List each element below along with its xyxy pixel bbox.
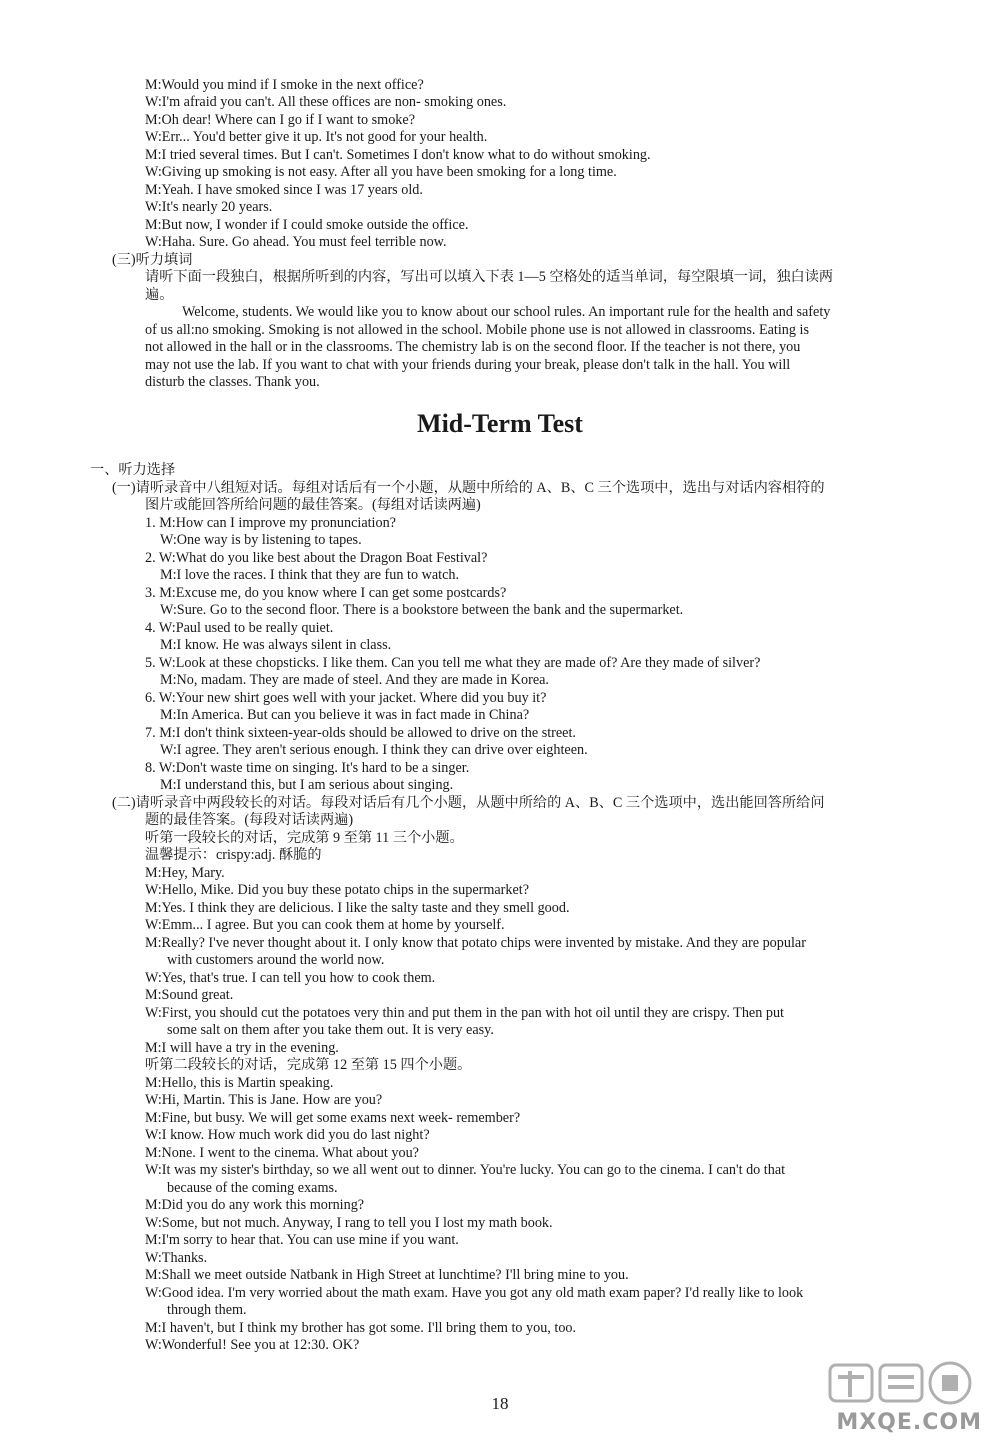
question-line: 5. W:Look at these chopsticks. I like them. Can you tell me what they are made of? Are they made of silver? — [145, 655, 761, 671]
question-line: 4. W:Paul used to be really quiet. — [145, 620, 334, 636]
answer-line: W:Sure. Go to the second floor. There is a bookstore between the bank and the supermarket. — [160, 602, 684, 618]
dialogue-line: M:Fine, but busy. We will get some exams next week- remember? — [145, 1110, 521, 1126]
dialogue-line: M:I'm sorry to hear that. You can use mine if you want. — [145, 1232, 459, 1248]
dialogue-line: M:Sound great. — [145, 987, 234, 1003]
question-line: 8. W:Don't waste time on singing. It's hard to be a singer. — [145, 760, 470, 776]
dialogue-line: M:I tried several times. But I can't. Sometimes I don't know what to do without smoking. — [145, 147, 651, 163]
monologue-line: not allowed in the hall or in the classrooms. The chemistry lab is on the second floor. If the teacher is not there, you — [145, 339, 801, 355]
instruction-line: (一)请听录音中八组短对话。每组对话后有一个小题，从题中所给的 A、B、C 三个选项中，选出与对话内容相符的 — [112, 480, 825, 496]
dialogue-line: M:Yeah. I have smoked since I was 17 years old. — [145, 182, 423, 198]
instruction-line: 请听下面一段独白，根据所听到的内容，写出可以填入下表 1—5 空格处的适当单词，每空限填一词，独白读两 — [145, 269, 834, 285]
dialogue-line: W:Emm... I agree. But you can cook them at home by yourself. — [145, 917, 505, 933]
answer-line: M:No, madam. They are made of steel. And they are made in Korea. — [160, 672, 549, 688]
dialogue-line: W:It was my sister's birthday, so we all went out to dinner. You're lucky. You can go to the cinema. I can't do that — [145, 1162, 786, 1178]
question-line: 3. M:Excuse me, do you know where I can get some postcards? — [145, 585, 507, 601]
instruction-line: (二)请听录音中两段较长的对话。每段对话后有几个小题，从题中所给的 A、B、C 三个选项中，选出能回答所给问 — [112, 795, 825, 811]
dialogue-line: M:Would you mind if I smoke in the next office? — [145, 77, 424, 93]
dialogue-line: M:But now, I wonder if I could smoke outside the office. — [145, 217, 469, 233]
monologue-line: disturb the classes. Thank you. — [145, 374, 320, 390]
dialogue-line: because of the coming exams. — [167, 1180, 338, 1196]
watermark-text: MXQE.COM — [836, 1410, 982, 1435]
monologue-line: Welcome, students. We would like you to know about our school rules. An important rule for the health and safety — [182, 304, 831, 320]
dialogue-line: with customers around the world now. — [167, 952, 385, 968]
dialogue-line: W:Hi, Martin. This is Jane. How are you? — [145, 1092, 383, 1108]
dialogue-line: M:Yes. I think they are delicious. I like the salty taste and they smell good. — [145, 900, 570, 916]
dialogue-line: W:Err... You'd better give it up. It's not good for your health. — [145, 129, 488, 145]
dialogue-line: W:First, you should cut the potatoes very thin and put them in the pan with hot oil until they are crispy. Then put — [145, 1005, 784, 1021]
dialogue-line: W:Haha. Sure. Go ahead. You must feel terrible now. — [145, 234, 447, 250]
dialogue-line: W:I know. How much work did you do last night? — [145, 1127, 430, 1143]
instruction-line: 听第二段较长的对话，完成第 12 至第 15 四个小题。 — [145, 1057, 472, 1073]
question-line: 1. M:How can I improve my pronunciation? — [145, 515, 396, 531]
answer-line: W:I agree. They aren't serious enough. I think they can drive over eighteen. — [160, 742, 588, 758]
monologue-line: may not use the lab. If you want to chat with your friends during your break, please don't talk in the hall. You will — [145, 357, 791, 373]
dialogue-line: M:Did you do any work this morning? — [145, 1197, 365, 1213]
dialogue-line: M:Oh dear! Where can I go if I want to smoke? — [145, 112, 415, 128]
dialogue-line: W:Thanks. — [145, 1250, 208, 1266]
dialogue-line: W:I'm afraid you can't. All these offices are non- smoking ones. — [145, 94, 507, 110]
question-line: 6. W:Your new shirt goes well with your jacket. Where did you buy it? — [145, 690, 547, 706]
answer-line: M:I understand this, but I am serious about singing. — [160, 777, 454, 793]
dialogue-line: M:Hey, Mary. — [145, 865, 225, 881]
tip-line: 温馨提示：crispy:adj. 酥脆的 — [145, 847, 322, 863]
answer-line: W:One way is by listening to tapes. — [160, 532, 362, 548]
dialogue-line: M:Hello, this is Martin speaking. — [145, 1075, 334, 1091]
dialogue-line: W:Hello, Mike. Did you buy these potato chips in the supermarket? — [145, 882, 530, 898]
dialogue-line: M:I haven't, but I think my brother has got some. I'll bring them to you, too. — [145, 1320, 577, 1336]
dialogue-line: through them. — [167, 1302, 247, 1318]
answer-line: M:I know. He was always silent in class. — [160, 637, 392, 653]
part-heading: 一、听力选择 — [90, 462, 176, 478]
dialogue-line: M:Shall we meet outside Natbank in High Street at lunchtime? I'll bring mine to you. — [145, 1267, 629, 1283]
instruction-line: 遍。 — [145, 287, 174, 303]
page-number: 18 — [491, 1394, 509, 1413]
dialogue-line: some salt on them after you take them out. It is very easy. — [167, 1022, 494, 1038]
question-line: 7. M:I don't think sixteen-year-olds should be allowed to drive on the street. — [145, 725, 576, 741]
dialogue-line: W:Some, but not much. Anyway, I rang to tell you I lost my math book. — [145, 1215, 553, 1231]
question-line: 2. W:What do you like best about the Dragon Boat Festival? — [145, 550, 488, 566]
answer-line: M:I love the races. I think that they are fun to watch. — [160, 567, 460, 583]
section-heading: (三)听力填词 — [112, 252, 193, 268]
dialogue-line: W:Giving up smoking is not easy. After all you have been smoking for a long time. — [145, 164, 617, 180]
dialogue-line: W:Good idea. I'm very worried about the math exam. Have you got any old math exam paper? I'd really like to look — [145, 1285, 804, 1301]
dialogue-line: M:Really? I've never thought about it. I only know that potato chips were invented by mistake. And they are popular — [145, 935, 806, 951]
dialogue-line: M:I will have a try in the evening. — [145, 1040, 339, 1056]
instruction-line: 图片或能回答所给问题的最佳答案。(每组对话读两遍) — [145, 497, 481, 513]
dialogue-line: M:None. I went to the cinema. What about you? — [145, 1145, 419, 1161]
answer-line: M:In America. But can you believe it was in fact made in China? — [160, 707, 530, 723]
dialogue-line: W:Yes, that's true. I can tell you how to cook them. — [145, 970, 436, 986]
monologue-line: of us all:no smoking. Smoking is not allowed in the school. Mobile phone use is not allowed in classrooms. Eating is — [145, 322, 809, 338]
instruction-line: 听第一段较长的对话，完成第 9 至第 11 三个小题。 — [145, 830, 464, 846]
page-title: Mid-Term Test — [417, 409, 583, 438]
dialogue-line: W:Wonderful! See you at 12:30. OK? — [145, 1337, 360, 1353]
dialogue-line: W:It's nearly 20 years. — [145, 199, 273, 215]
instruction-line: 题的最佳答案。(每段对话读两遍) — [145, 812, 354, 828]
